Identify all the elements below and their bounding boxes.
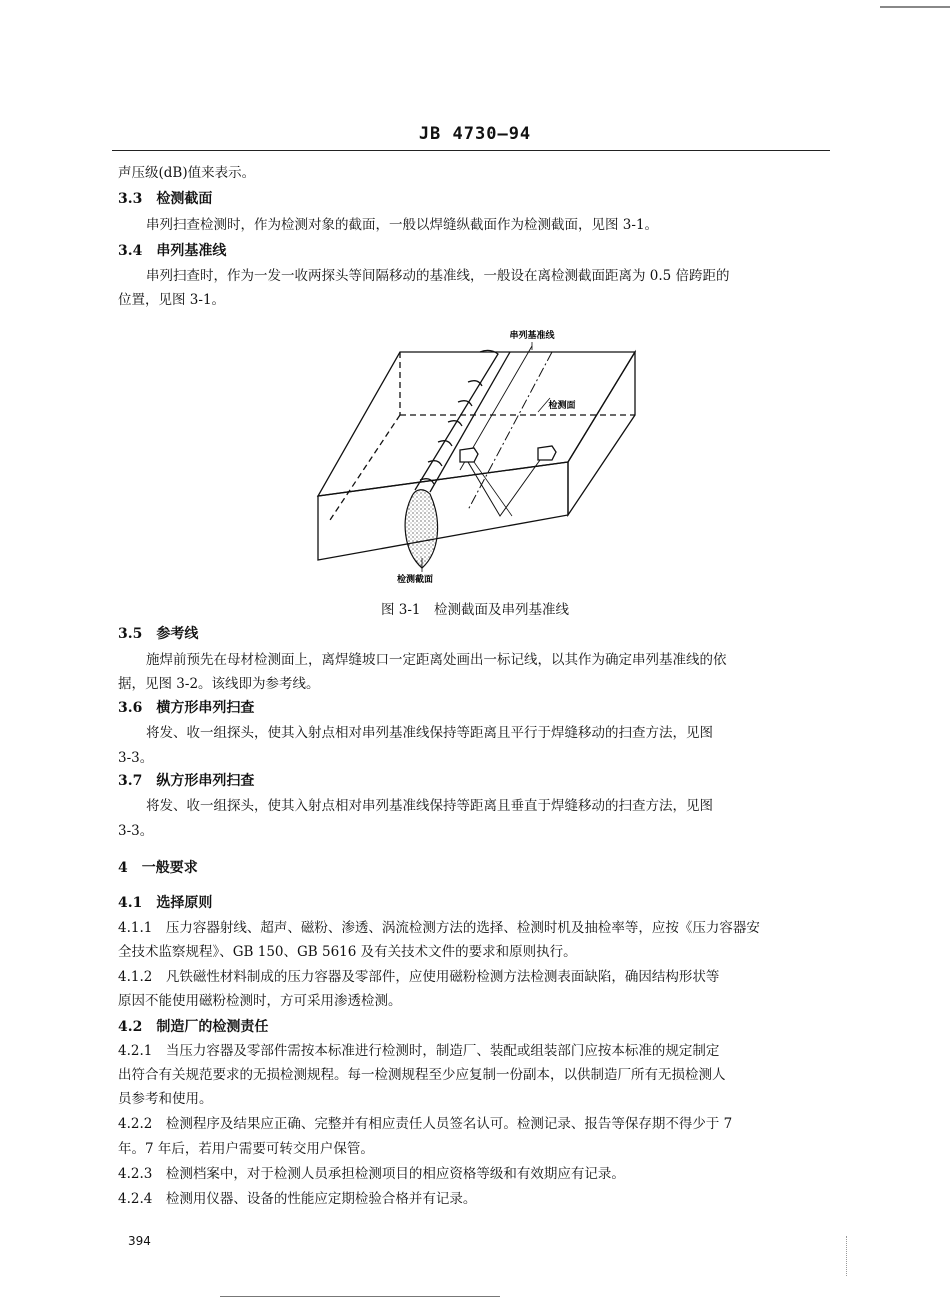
section-heading-3-5: 3.5 参考线 — [118, 626, 199, 642]
figure-caption: 图 3-1 检测截面及串列基准线 — [380, 602, 570, 618]
section-heading-3-6: 3.6 横方形串列扫查 — [118, 700, 255, 716]
top-edge-mark — [880, 0, 950, 8]
section-heading-4-1: 4.1 选择原则 — [118, 895, 213, 911]
plate-front-face — [318, 462, 568, 560]
test-section-stipple — [405, 490, 437, 568]
probe-left-icon — [460, 448, 478, 462]
text-line: 3-3。 — [118, 750, 154, 766]
header-rule — [112, 150, 830, 151]
text-line: 施焊前预先在母材检测面上，离焊缝坡口一定距离处画出一标记线，以其作为确定串列基准线的依 — [146, 652, 727, 668]
scan-artifact — [846, 1236, 848, 1276]
label-reference-line: 串列基准线 — [509, 331, 555, 341]
text-line: 串列扫查时，作为一发一收两探头等间隔移动的基准线，一般设在离检测截面距离为 0.5 倍跨距的 — [146, 268, 730, 284]
text-line: 将发、收一组探头，使其入射点相对串列基准线保持等距离且垂直于焊缝移动的扫查方法，见图 — [146, 798, 713, 814]
text-line: 将发、收一组探头，使其入射点相对串列基准线保持等距离且平行于焊缝移动的扫查方法，见图 — [146, 725, 713, 741]
section-heading-4: 4 一般要求 — [118, 860, 198, 876]
text-line: 出符合有关规范要求的无损检测规程。每一检测规程至少应复制一份副本，以供制造厂所有无损检测人 — [118, 1067, 726, 1083]
text-line: 据，见图 3-2。该线即为参考线。 — [118, 676, 320, 692]
section-heading-3-7: 3.7 纵方形串列扫查 — [118, 773, 255, 789]
probe-right-icon — [538, 446, 556, 460]
section-heading-3-3: 3.3 检测截面 — [118, 191, 213, 207]
text-line: 全技术监察规程》、GB 150、GB 5616 及有关技术文件的要求和原则执行。 — [118, 944, 577, 960]
text-line: 4.1.2 凡铁磁性材料制成的压力容器及零部件，应使用磁粉检测方法检测表面缺陷，确因结构形状等 — [118, 969, 720, 985]
text-line: 员参考和使用。 — [118, 1091, 213, 1107]
page-number: 394 — [128, 1234, 151, 1248]
text-line: 串列扫查检测时，作为检测对象的截面，一般以焊缝纵截面作为检测截面，见图 3-1。 — [146, 217, 659, 233]
figure-3-1 — [300, 320, 660, 590]
bottom-edge-mark — [220, 1296, 500, 1297]
weld-seam-left-edge — [415, 350, 498, 490]
text-line: 3-3。 — [118, 823, 154, 839]
test-plane-line — [468, 352, 552, 510]
text-line: 年。7 年后，若用户需要可转交用户保管。 — [118, 1141, 374, 1157]
text-line: 4.2.2 检测程序及结果应正确、完整并有相应责任人员签名认可。检测记录、报告等保存期不得少于 7 — [118, 1116, 733, 1132]
section-heading-3-4: 3.4 串列基准线 — [118, 243, 227, 259]
text-line: 4.2.3 检测档案中，对于检测人员承担检测项目的相应资格等级和有效期应有记录。 — [118, 1166, 625, 1182]
text-line: 4.2.1 当压力容器及零部件需按本标准进行检测时，制造厂、装配或组装部门应按本标准的规定制定 — [118, 1043, 720, 1059]
text-line: 原因不能使用磁粉检测时，方可采用渗透检测。 — [118, 993, 402, 1009]
label-test-section: 检测截面 — [396, 575, 434, 585]
section-heading-4-2: 4.2 制造厂的检测责任 — [118, 1019, 269, 1035]
text-line: 4.2.4 检测用仪器、设备的性能应定期检验合格并有记录。 — [118, 1191, 477, 1207]
text-line: 声压级(dB)值来表示。 — [118, 165, 256, 181]
text-line: 位置，见图 3-1。 — [118, 292, 226, 308]
label-test-plane: 检测面 — [548, 401, 576, 411]
page-header: JB 4730—94 — [418, 124, 532, 144]
text-line: 4.1.1 压力容器射线、超声、磁粉、渗透、涡流检测方法的选择、检测时机及抽检率等，应按《压力容器安 — [118, 920, 760, 936]
plate-side-face — [568, 352, 635, 515]
